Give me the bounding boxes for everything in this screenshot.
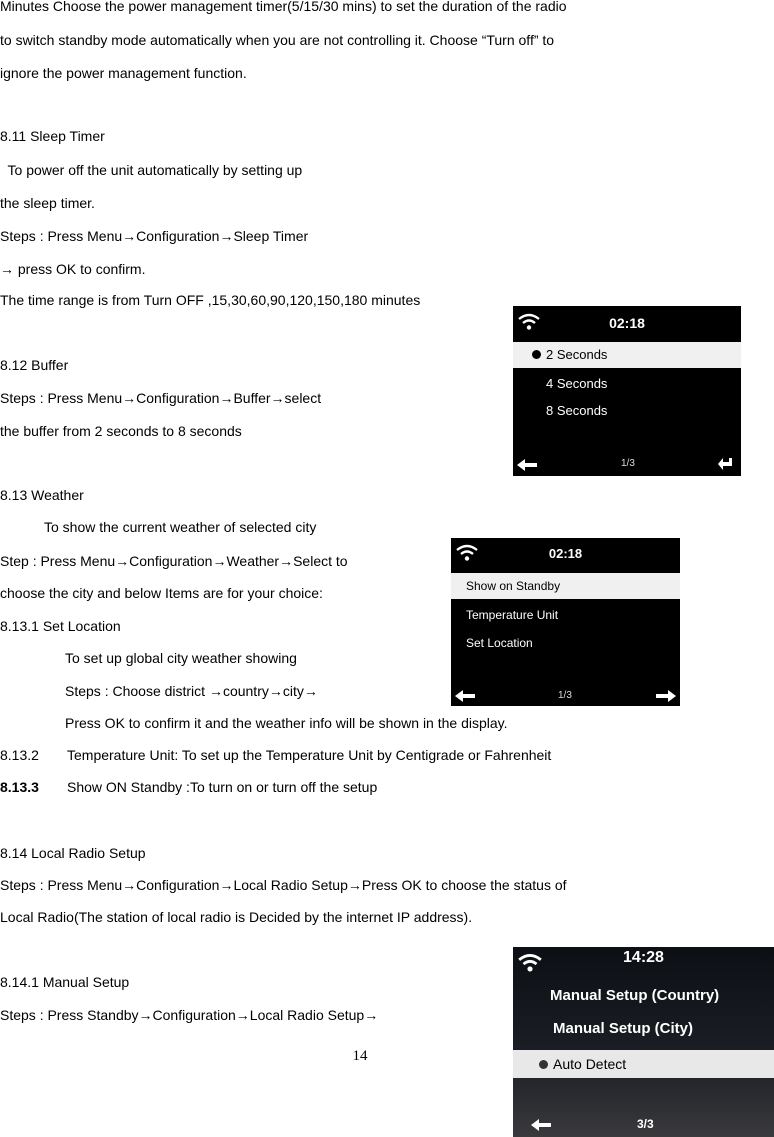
section-8-13-3-text: Show ON Standby :To turn on or turn off the setup — [67, 779, 378, 795]
left-arrow-icon[interactable] — [455, 690, 475, 702]
buffer-option-4-seconds[interactable]: 4 Seconds — [546, 376, 608, 391]
section-8-13-1-line-1: To set up global city weather showing — [65, 650, 297, 666]
weather-screen-time: 02:18 — [548, 546, 583, 561]
section-8-13-line-2: Step : Press Menu→Configuration→Weather→Select to — [0, 553, 348, 569]
section-8-11-line-2: the sleep timer. — [0, 195, 95, 211]
section-8-11-line-4: → press OK to confirm. — [0, 261, 146, 277]
section-8-14-line-2: Local Radio(The station of local radio is Decided by the internet IP address). — [0, 909, 473, 925]
section-8-13-2-text: Temperature Unit: To set up the Temperature Unit by Centigrade or Fahrenheit — [67, 747, 552, 763]
left-arrow-icon[interactable] — [517, 459, 537, 471]
intro-line-2: to switch standby mode automatically when you are not controlling it. Choose “Turn off” to — [0, 32, 555, 48]
section-8-12-line-1: Steps : Press Menu→Configuration→Buffer→select — [0, 390, 322, 406]
weather-screen — [451, 538, 680, 706]
buffer-option-2-seconds[interactable] — [513, 342, 741, 368]
buffer-option-label: 2 Seconds — [546, 347, 608, 362]
section-8-14-line-1: Steps : Press Menu→Configuration→Local Radio Setup→Press OK to choose the status of — [0, 877, 567, 893]
section-8-13-1-heading: 8.13.1 Set Location — [0, 618, 121, 634]
left-arrow-icon[interactable] — [531, 1119, 551, 1131]
section-8-14-heading: 8.14 Local Radio Setup — [0, 845, 146, 861]
local-radio-screen-time: 14:28 — [623, 949, 664, 966]
section-8-13-line-3: choose the city and below Items are for your choice: — [0, 585, 323, 601]
enter-icon[interactable] — [718, 458, 732, 470]
local-radio-option-auto-detect[interactable] — [513, 1050, 774, 1078]
section-8-11-line-3: Steps : Press Menu→Configuration→Sleep Timer — [0, 228, 309, 244]
section-8-13-heading: 8.13 Weather — [0, 487, 84, 503]
buffer-page-indicator: 1/3 — [621, 458, 635, 469]
weather-option-set-location[interactable]: Set Location — [466, 636, 533, 650]
section-8-14-1-heading: 8.14.1 Manual Setup — [0, 974, 130, 990]
local-radio-screen — [513, 947, 774, 1137]
section-8-14-1-line-1: Steps : Press Standby→Configuration→Local Radio Setup→ — [0, 1007, 379, 1023]
section-8-12-line-2: the buffer from 2 seconds to 8 seconds — [0, 423, 242, 439]
buffer-option-8-seconds[interactable]: 8 Seconds — [546, 403, 608, 418]
local-radio-option-manual-country[interactable]: Manual Setup (Country) — [550, 987, 720, 1004]
local-radio-option-label: Auto Detect — [553, 1056, 627, 1072]
right-arrow-icon[interactable] — [656, 690, 676, 702]
intro-line-3: ignore the power management function. — [0, 65, 247, 81]
intro-line-1: Minutes Choose the power management timer(5/15/30 mins) to set the duration of the radio — [0, 0, 567, 14]
section-8-11-heading: 8.11 Sleep Timer — [0, 128, 105, 144]
section-8-13-1-line-3: Press OK to confirm it and the weather info will be shown in the display. — [65, 715, 508, 731]
selected-dot-icon — [532, 350, 541, 359]
weather-option-temperature-unit[interactable]: Temperature Unit — [466, 608, 559, 622]
section-8-13-3-number: 8.13.3 — [0, 779, 39, 795]
selected-dot-icon — [539, 1060, 548, 1069]
page-number: 14 — [352, 1048, 368, 1064]
buffer-screen — [513, 306, 741, 476]
section-8-11-line-5: The time range is from Turn OFF ,15,30,60,90,120,150,180 minutes — [0, 292, 421, 308]
weather-option-show-on-standby[interactable]: Show on Standby — [451, 573, 680, 599]
section-8-11-line-1: To power off the unit automatically by setting up — [0, 162, 303, 178]
section-8-13-line-1: To show the current weather of selected city — [44, 519, 317, 535]
buffer-screen-time: 02:18 — [609, 315, 645, 331]
weather-page-indicator: 1/3 — [558, 690, 572, 701]
local-radio-option-manual-city[interactable]: Manual Setup (City) — [553, 1020, 694, 1037]
section-8-13-1-line-2: Steps : Choose district →country→city→ — [65, 683, 318, 699]
section-8-13-2-number: 8.13.2 — [0, 747, 39, 763]
section-8-12-heading: 8.12 Buffer — [0, 357, 69, 373]
local-radio-page-indicator: 3/3 — [637, 1117, 654, 1131]
